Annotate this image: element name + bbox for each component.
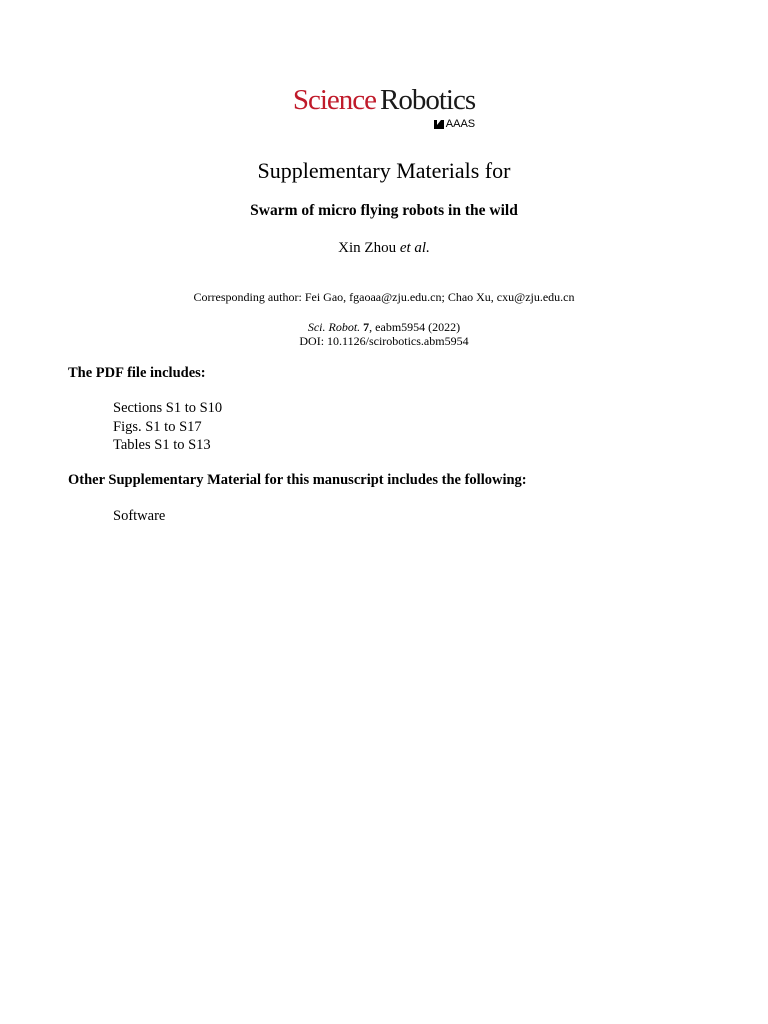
paper-title: Swarm of micro flying robots in the wild bbox=[250, 202, 518, 219]
pdf-includes-list bbox=[113, 399, 222, 455]
list-item: Software bbox=[113, 508, 166, 524]
citation-journal: Sci. Robot. bbox=[307, 320, 361, 334]
citation-volume: 7 bbox=[363, 320, 370, 334]
aaas-icon bbox=[434, 120, 444, 129]
author-line bbox=[0, 240, 768, 257]
citation-doi: DOI: 10.1126/scirobotics.abm5954 bbox=[299, 334, 469, 348]
logo-aaas-text: AAAS bbox=[445, 118, 476, 130]
other-materials-list bbox=[113, 507, 165, 526]
page-title: Supplementary Materials for bbox=[257, 158, 511, 183]
corresponding-author: Corresponding author: Fei Gao, fgaoaa@zju.edu.cn; Chao Xu, cxu@zju.edu.cn bbox=[193, 290, 575, 304]
list-item: Tables S1 to S13 bbox=[113, 437, 211, 453]
author-name: Xin Zhou bbox=[338, 240, 397, 256]
logo-wordmark bbox=[292, 84, 476, 130]
logo-aaas bbox=[434, 119, 475, 130]
logo-robotics-text: Robotics bbox=[380, 84, 476, 116]
citation-rest: , eabm5954 (2022) bbox=[369, 320, 461, 334]
list-item: Sections S1 to S10 bbox=[113, 400, 223, 416]
journal-logo bbox=[0, 84, 768, 130]
other-materials-heading: Other Supplementary Material for this manuscript includes the following: bbox=[68, 472, 527, 488]
citation-block bbox=[0, 320, 768, 348]
citation-line bbox=[0, 320, 768, 334]
list-item: Figs. S1 to S17 bbox=[113, 418, 202, 435]
logo-science-text: Science bbox=[292, 84, 377, 116]
author-etal: et al. bbox=[399, 240, 430, 256]
pdf-includes-heading: The PDF file includes: bbox=[68, 365, 206, 381]
